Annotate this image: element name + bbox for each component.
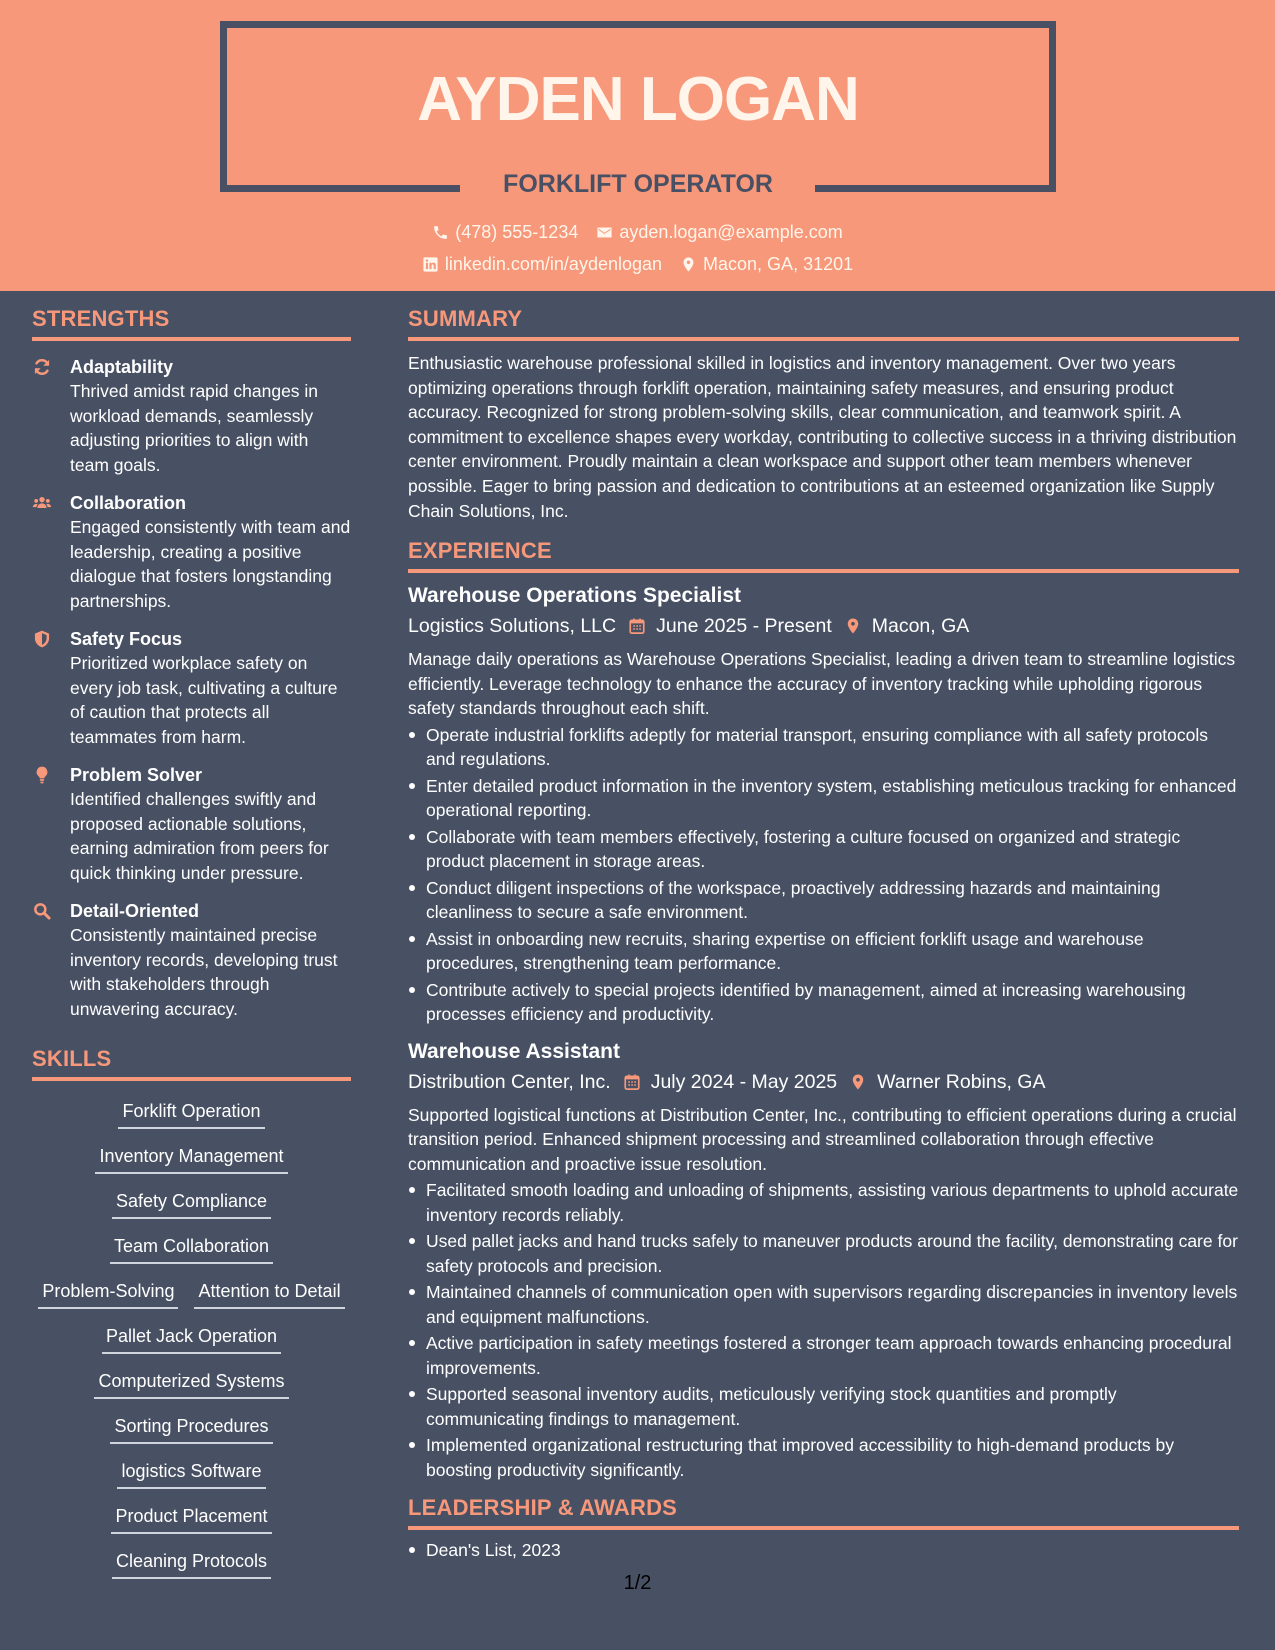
leadership-heading: LEADERSHIP & AWARDS — [408, 1494, 1239, 1530]
summary-text: Enthusiastic warehouse professional skilled in logistics and inventory management. Over two years optimizing operations through forklift operation, maintaining safety measures, and ensuring product accuracy. Recognized for strong problem-solving skills, clear communication, and teamwork spirit. A commitment to excellence shapes every workday, contributing to collective success in a thriving distribution center environment. Proudly maintain a clean workspace and support other team members whenever possible. Eager to bring passion and dedication to contributions at an esteemed organization like Supply Chain Solutions, Inc. — [408, 353, 1237, 521]
skill-tag: Cleaning Protocols — [112, 1549, 271, 1579]
contact-row-1 — [0, 220, 1275, 244]
contact-linkedin[interactable] — [422, 252, 662, 276]
list-item: Operate industrial forklifts adeptly for material transport, ensuring compliance with all safety protocols and regulations. — [408, 723, 1239, 772]
job-location: Macon, GA — [871, 615, 970, 638]
skill-tag: logistics Software — [117, 1459, 265, 1489]
email-text: ayden.logan@example.com — [619, 222, 843, 242]
search-icon — [32, 901, 52, 921]
skill-tag: Computerized Systems — [94, 1369, 288, 1399]
list-item: Active participation in safety meetings fostered a stronger team approach towards enhancing procedural improvements. — [408, 1331, 1239, 1380]
skill-tag: Inventory Management — [95, 1144, 287, 1174]
experience-heading: EXPERIENCE — [408, 537, 1239, 573]
right-column — [408, 305, 1239, 1565]
job-company: Logistics Solutions, LLC — [408, 615, 617, 638]
job-dates: June 2025 - Present — [656, 615, 832, 638]
strength-item — [32, 763, 351, 885]
strengths-heading: STRENGTHS — [32, 305, 351, 341]
job-meta — [408, 1067, 1239, 1097]
map-pin-icon — [844, 617, 862, 635]
strength-title: Detail-Oriented — [70, 901, 200, 921]
list-item: Maintained channels of communication open with supervisors regarding discrepancies in inventory levels and equipment malfunctions. — [408, 1280, 1239, 1329]
job-meta — [408, 611, 1239, 641]
phone-text: (478) 555-1234 — [455, 222, 579, 242]
shield-icon — [32, 629, 52, 649]
job-dates: July 2024 - May 2025 — [650, 1070, 838, 1093]
skill-tag: Problem-Solving — [38, 1279, 178, 1309]
strength-desc: Consistently maintained precise inventory records, developing trust with stakeholders through unwavering accuracy. — [70, 925, 338, 1019]
skill-tag: Pallet Jack Operation — [102, 1324, 281, 1354]
left-column — [32, 305, 351, 1594]
job-role: Warehouse Assistant — [408, 1039, 620, 1063]
contact-phone[interactable] — [432, 220, 578, 244]
skill-tag: Safety Compliance — [112, 1189, 271, 1219]
skill-tag: Forklift Operation — [118, 1099, 264, 1129]
list-item: Dean's List, 2023 — [408, 1538, 1239, 1563]
job-role: Warehouse Operations Specialist — [408, 584, 741, 608]
list-item: Collaborate with team members effectively, fostering a culture focused on organized and strategic product placement in storage areas. — [408, 825, 1239, 874]
strength-item — [32, 899, 351, 1021]
contact-location — [680, 252, 853, 276]
list-item: Facilitated smooth loading and unloading of shipments, assisting various departments to uphold accurate inventory records reliably. — [408, 1178, 1239, 1227]
list-item: Assist in onboarding new recruits, sharing expertise on efficient forklift usage and warehouse procedures, strengthening team performance. — [408, 927, 1239, 976]
strength-desc: Thrived amidst rapid changes in workload demands, seamlessly adjusting priorities to align with team goals. — [70, 381, 319, 475]
list-item: Used pallet jacks and hand trucks safely to maneuver products around the facility, demonstrating care for safety protocols and precision. — [408, 1229, 1239, 1278]
job-company: Distribution Center, Inc. — [408, 1070, 611, 1093]
calendar-icon — [623, 1073, 641, 1091]
list-item: Supported seasonal inventory audits, meticulously verifying stock quantities and promptly communicating findings to management. — [408, 1382, 1239, 1431]
skill-tag: Attention to Detail — [194, 1279, 344, 1309]
map-pin-icon — [849, 1073, 867, 1091]
map-pin-icon — [680, 256, 697, 273]
job-bullets — [408, 1178, 1239, 1482]
candidate-name: AYDEN LOGAN — [417, 65, 859, 134]
job-entry — [408, 1037, 1239, 1483]
lightbulb-icon — [32, 765, 52, 785]
strength-title: Problem Solver — [70, 765, 203, 785]
job-desc: Manage daily operations as Warehouse Operations Specialist, leading a driven team to streamline logistics efficiently. Leverage technology to enhance the accuracy of inventory tracking while upholding rigorous safety standards throughout each shift. — [408, 649, 1236, 719]
leadership-list — [408, 1538, 1239, 1563]
list-item: Conduct diligent inspections of the workspace, proactively addressing hazards and maintaining cleanliness to secure a safe environment. — [408, 876, 1239, 925]
job-entry — [408, 581, 1239, 1027]
strength-item — [32, 355, 351, 477]
skill-tag: Product Placement — [111, 1504, 271, 1534]
linkedin-text: linkedin.com/in/aydenlogan — [444, 254, 663, 274]
strength-item — [32, 491, 351, 613]
strength-title: Adaptability — [70, 357, 174, 377]
job-location: Warner Robins, GA — [877, 1070, 1046, 1093]
linkedin-icon — [422, 256, 439, 273]
page-number: 1/2 — [623, 1572, 652, 1594]
skills-list — [32, 1099, 351, 1594]
strength-desc: Engaged consistently with team and leadership, creating a positive dialogue that fosters longstanding partnerships. — [70, 517, 351, 611]
strength-title: Collaboration — [70, 493, 186, 513]
contact-row-2 — [0, 252, 1275, 276]
strength-desc: Prioritized workplace safety on every job task, cultivating a culture of caution that protects all teammates from harm. — [70, 653, 338, 747]
list-item: Implemented organizational restructuring that improved accessibility to high-demand products by boosting productivity significantly. — [408, 1433, 1239, 1482]
refresh-icon — [32, 357, 52, 377]
calendar-icon — [628, 617, 646, 635]
job-desc: Supported logistical functions at Distribution Center, Inc., contributing to efficient operations during a crucial transition period. Enhanced shipment processing and streamlined collaboration through effective communication and proactive issue resolution. — [408, 1104, 1237, 1174]
phone-icon — [432, 224, 449, 241]
job-title: FORKLIFT OPERATOR — [503, 170, 773, 198]
skill-tag: Team Collaboration — [110, 1234, 273, 1264]
resume-header — [0, 0, 1275, 291]
envelope-icon — [596, 224, 613, 241]
skill-tag: Sorting Procedures — [110, 1414, 272, 1444]
contact-email[interactable] — [596, 220, 842, 244]
list-item: Contribute actively to special projects identified by management, aimed at increasing warehousing processes efficiency and productivity. — [408, 978, 1239, 1027]
summary-heading: SUMMARY — [408, 305, 1239, 341]
strength-title: Safety Focus — [70, 629, 183, 649]
skills-heading: SKILLS — [32, 1045, 351, 1081]
list-item: Enter detailed product information in the inventory system, establishing meticulous tracking for enhanced operational reporting. — [408, 774, 1239, 823]
strength-desc: Identified challenges swiftly and proposed actionable solutions, earning admiration from peers for quick thinking under pressure. — [70, 789, 329, 883]
location-text: Macon, GA, 31201 — [703, 254, 854, 274]
job-bullets — [408, 723, 1239, 1027]
strength-item — [32, 627, 351, 749]
users-icon — [32, 493, 52, 513]
